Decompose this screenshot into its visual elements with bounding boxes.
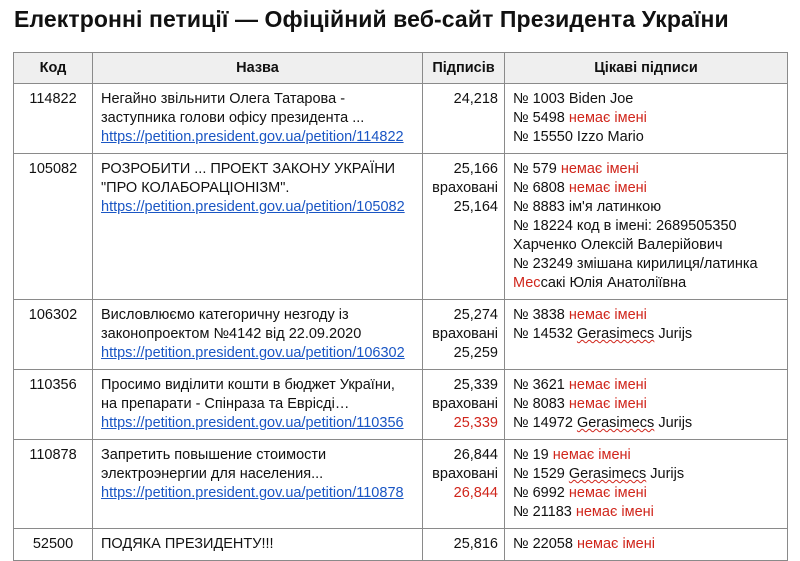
notable-signature-line: [513, 236, 779, 255]
signature-text: № 5498: [513, 110, 569, 126]
signature-count-cell: [423, 300, 505, 370]
no-name-flag: немає імені: [560, 161, 639, 177]
petition-title-cell: [93, 300, 423, 370]
petition-title-line: РОЗРОБИТИ ... ПРОЕКТ ЗАКОНУ УКРАЇНИ: [101, 161, 396, 177]
signature-text: № 3838: [513, 307, 569, 323]
signature-count: 25,259: [453, 345, 498, 361]
signature-text: Jurijs: [654, 415, 693, 431]
notable-signature-line: [513, 465, 779, 484]
notable-signature-line: [513, 109, 779, 128]
table-row: [14, 370, 788, 440]
table-row: [14, 84, 788, 154]
notable-signature-line: [513, 128, 779, 147]
notable-signatures-cell: [505, 370, 788, 440]
signature-text: № 18224 код в імені: 2689505350: [513, 218, 737, 234]
signature-count-cell: [423, 154, 505, 300]
counted-label: враховані: [432, 396, 498, 412]
notable-signatures-cell: [505, 84, 788, 154]
signature-count: 24,218: [453, 91, 498, 107]
signature-count-cell: [423, 370, 505, 440]
table-row: [14, 440, 788, 529]
signature-text: № 6808: [513, 180, 569, 196]
counted-label: враховані: [432, 326, 498, 342]
notable-signature-line: [513, 217, 779, 236]
signature-text: № 579: [513, 161, 561, 177]
no-name-flag: немає імені: [568, 485, 647, 501]
signature-text: Jurijs: [646, 466, 685, 482]
signature-count-cell: [423, 529, 505, 561]
counted-label: враховані: [432, 180, 498, 196]
petition-code: 52500: [14, 529, 93, 561]
petition-code: 110356: [14, 370, 93, 440]
petition-title-line: Просимо виділити кошти в бюджет України,: [101, 377, 395, 393]
notable-signature-line: [513, 160, 779, 179]
counted-label: враховані: [432, 466, 498, 482]
no-name-flag: немає імені: [568, 307, 647, 323]
no-name-flag: немає імені: [568, 377, 647, 393]
table-body: [14, 84, 788, 561]
signature-text: № 3621: [513, 377, 569, 393]
signature-text: № 8083: [513, 396, 569, 412]
petition-title-line: ПОДЯКА ПРЕЗИДЕНТУ!!!: [101, 536, 274, 552]
notable-signature-line: [513, 274, 779, 293]
petition-link[interactable]: https://petition.president.gov.ua/petition/110356: [101, 415, 404, 431]
no-name-flag: немає імені: [568, 180, 647, 196]
petition-title-line: Запретить повышение стоимости: [101, 447, 327, 463]
signature-text: № 21183: [513, 504, 576, 520]
table-header-row: [14, 53, 788, 84]
signature-text: № 19: [513, 447, 553, 463]
header-signatures: Підписів: [423, 53, 505, 84]
signature-text: № 1003 Biden Joe: [513, 91, 634, 107]
signature-count: 25,339: [453, 377, 498, 393]
signer-name: Gerasimecs: [576, 415, 655, 431]
petition-title-line: заступника голови офісу президента ...: [101, 110, 365, 126]
no-name-flag: Мес: [513, 275, 541, 291]
no-name-flag: немає імені: [576, 536, 655, 552]
signature-count-cell: [423, 440, 505, 529]
signature-count: 25,339: [453, 415, 498, 431]
petitions-table: [13, 52, 788, 561]
signature-text: № 1529: [513, 466, 569, 482]
petition-title-cell: [93, 440, 423, 529]
signature-text: № 6992: [513, 485, 569, 501]
petition-link[interactable]: https://petition.president.gov.ua/petition/105082: [101, 199, 405, 215]
signer-name: Gerasimecs: [568, 466, 647, 482]
signature-text: № 23249 змішана кирилиця/латинка: [513, 256, 758, 272]
table-row: [14, 154, 788, 300]
petition-title-cell: [93, 529, 423, 561]
petition-title-cell: [93, 370, 423, 440]
petition-link[interactable]: https://petition.president.gov.ua/petition/114822: [101, 129, 404, 145]
notable-signature-line: [513, 535, 779, 554]
no-name-flag: немає імені: [568, 110, 647, 126]
signature-count: 26,844: [453, 447, 498, 463]
notable-signatures-cell: [505, 440, 788, 529]
header-notable-signatures: Цікаві підписи: [505, 53, 788, 84]
signature-count: 25,816: [453, 536, 498, 552]
signature-text: № 14972: [513, 415, 577, 431]
notable-signature-line: [513, 255, 779, 274]
petition-code: 105082: [14, 154, 93, 300]
petition-title-cell: [93, 84, 423, 154]
no-name-flag: немає імені: [575, 504, 654, 520]
signature-text: сакі Юлія Анатоліївна: [540, 275, 687, 291]
notable-signatures-cell: [505, 529, 788, 561]
notable-signature-line: [513, 179, 779, 198]
notable-signature-line: [513, 395, 779, 414]
signature-count-cell: [423, 84, 505, 154]
petition-title-line: на препарати - Спінраза та Еврісді…: [101, 396, 350, 412]
table-row: [14, 529, 788, 561]
signature-count: 25,166: [453, 161, 498, 177]
notable-signature-line: [513, 503, 779, 522]
signature-count: 26,844: [453, 485, 498, 501]
petition-title-line: "ПРО КОЛАБОРАЦІОНІЗМ".: [101, 180, 290, 196]
notable-signatures-cell: [505, 300, 788, 370]
notable-signature-line: [513, 325, 779, 344]
notable-signature-line: [513, 414, 779, 433]
signer-name: Gerasimecs: [576, 326, 655, 342]
header-code: Код: [14, 53, 93, 84]
petition-title-line: Негайно звільнити Олега Татарова -: [101, 91, 346, 107]
signature-count: 25,164: [453, 199, 498, 215]
signature-text: Jurijs: [654, 326, 693, 342]
page-title: Електронні петиції — Офіційний веб-сайт Президента України: [14, 6, 729, 32]
notable-signature-line: [513, 446, 779, 465]
petition-title-cell: [93, 154, 423, 300]
table-row: [14, 300, 788, 370]
notable-signatures-cell: [505, 154, 788, 300]
notable-signature-line: [513, 198, 779, 217]
petition-code: 114822: [14, 84, 93, 154]
notable-signature-line: [513, 90, 779, 109]
notable-signature-line: [513, 306, 779, 325]
notable-signature-line: [513, 376, 779, 395]
no-name-flag: немає імені: [552, 447, 631, 463]
signature-text: № 22058: [513, 536, 577, 552]
petition-title-line: Висловлюємо категоричну незгоду із: [101, 307, 349, 323]
petition-link[interactable]: https://petition.president.gov.ua/petition/110878: [101, 485, 404, 501]
petition-title-line: электроэнергии для населения...: [101, 466, 324, 482]
signature-text: № 14532: [513, 326, 577, 342]
signature-text: № 15550 Izzo Mario: [513, 129, 644, 145]
petition-code: 106302: [14, 300, 93, 370]
petition-code: 110878: [14, 440, 93, 529]
signature-count: 25,274: [453, 307, 498, 323]
petition-link[interactable]: https://petition.president.gov.ua/petition/106302: [101, 345, 405, 361]
signature-text: Харченко Олексій Валерійович: [513, 237, 723, 253]
signature-text: № 8883 ім'я латинкою: [513, 199, 662, 215]
header-title: Назва: [93, 53, 423, 84]
no-name-flag: немає імені: [568, 396, 647, 412]
petition-title-line: законопроектом №4142 від 22.09.2020: [101, 326, 362, 342]
notable-signature-line: [513, 484, 779, 503]
